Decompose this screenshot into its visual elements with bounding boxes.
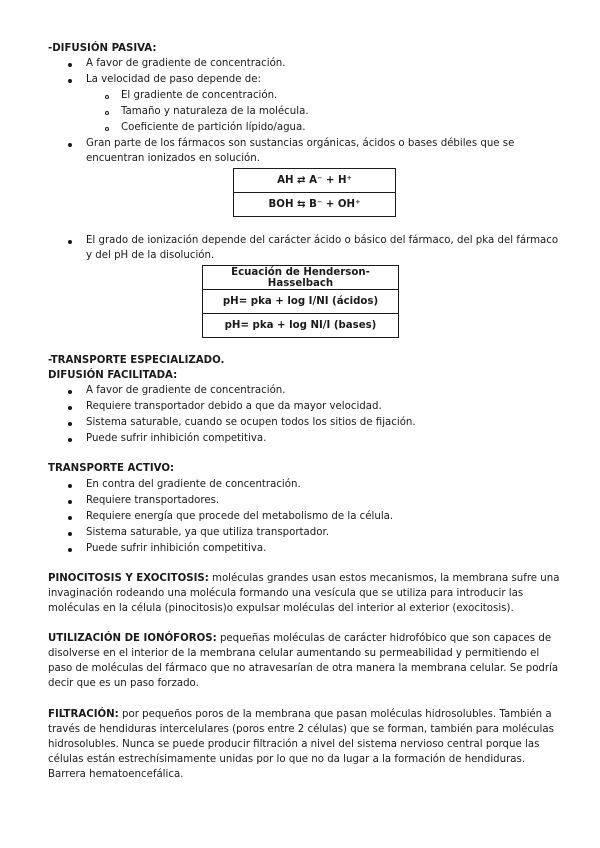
sub-list-item: Coeficiente de partición lípido/agua. (121, 122, 306, 133)
paragraph-filtracion-line (48, 708, 552, 722)
list-item: La velocidad de paso depende de: (86, 74, 261, 85)
paragraph-text: moléculas grandes usan estos mecanismos, la membrana sufre una (208, 573, 560, 584)
paragraph-text: por pequeños poros de la membrana que pasan moléculas hidrosolubles. También a (118, 709, 552, 720)
subsection-title-transporte-activo: TRANSPORTE ACTIVO: (48, 463, 175, 474)
paragraph-line: Barrera hematoencefálica. (48, 769, 184, 780)
equation-base: BOH ⇆ B⁻ + OH⁺ (234, 193, 396, 217)
sub-bullet-ring (105, 127, 109, 131)
ionization-equations-table (233, 168, 396, 217)
list-item: A favor de gradiente de concentración. (86, 385, 286, 396)
list-item: Puede sufrir inhibición competitiva. (86, 543, 267, 554)
bullet-dot (68, 390, 72, 394)
section-title-transporte-especializado: -TRANSPORTE ESPECIALIZADO. (48, 355, 225, 366)
henderson-hasselbach-table (202, 265, 399, 338)
paragraph-label: UTILIZACIÓN DE IONÓFOROS: (48, 633, 217, 644)
bullet-dot (68, 406, 72, 410)
bullet-dot (68, 422, 72, 426)
subsection-title-difusion-facilitada: DIFUSIÓN FACILITADA: (48, 370, 178, 381)
hh-table-bases: pH= pka + log NI/I (bases) (203, 314, 399, 338)
paragraph-line: decir que es un paso forzado. (48, 678, 199, 689)
hh-table-acids: pH= pka + log I/NI (ácidos) (203, 290, 399, 314)
paragraph-line: hidrosolubles. Nunca se puede producir filtración a nivel del sistema nervioso central porque las (48, 739, 540, 750)
paragraph-line: disolverse en el interior de la membrana celular aumentando su permeabilidad y permitiendo el (48, 648, 540, 659)
list-item: El grado de ionización depende del carácter ácido o básico del fármaco, del pka del fármaco (86, 235, 559, 246)
list-item: A favor de gradiente de concentración. (86, 58, 286, 69)
paragraph-line: través de hendiduras intercelulares (poros entre 2 células) que se forman, también para moléculas (48, 724, 554, 735)
paragraph-ionoforos-line (48, 632, 551, 646)
list-item-continuation: y del pH de la disolución. (86, 250, 215, 261)
paragraph-line: células están estrechísimamente unidas por lo que no da lugar a la formación de hendiduras. (48, 754, 526, 765)
bullet-dot (68, 63, 72, 67)
bullet-dot (68, 532, 72, 536)
section-title-difusion-pasiva: -DIFUSIÓN PASIVA: (48, 43, 157, 54)
list-item-continuation: encuentran ionizados en solución. (86, 153, 260, 164)
equation-acid: AH ⇄ A⁻ + H⁺ (234, 169, 396, 193)
hh-table-header: Ecuación de Henderson-Hasselbach (203, 266, 399, 290)
list-item: En contra del gradiente de concentración. (86, 479, 301, 490)
list-item: Gran parte de los fármacos son sustancias orgánicas, ácidos o bases débiles que se (86, 138, 515, 149)
list-item: Sistema saturable, ya que utiliza transportador. (86, 527, 329, 538)
list-item: Requiere transportador debido a que da mayor velocidad. (86, 401, 382, 412)
paragraph-line: moléculas en la célula (pinocitosis)o expulsar moléculas del interior al exterior (exocitosis). (48, 603, 514, 614)
paragraph-label: PINOCITOSIS Y EXOCITOSIS: (48, 573, 209, 584)
paragraph-text: pequeñas moléculas de carácter hidrofóbico que son capaces de (216, 633, 552, 644)
paragraph-label: FILTRACIÓN: (48, 709, 119, 720)
sub-bullet-ring (105, 95, 109, 99)
bullet-dot (68, 548, 72, 552)
bullet-dot (68, 484, 72, 488)
bullet-dot (68, 79, 72, 83)
list-item: Requiere transportadores. (86, 495, 220, 506)
sub-list-item: El gradiente de concentración. (121, 90, 278, 101)
sub-list-item: Tamaño y naturaleza de la molécula. (121, 106, 309, 117)
list-item: Puede sufrir inhibición competitiva. (86, 433, 267, 444)
paragraph-line: paso de moléculas del fármaco que no atravesarían de otra manera la membrana celular. Se podría (48, 663, 559, 674)
bullet-dot (68, 500, 72, 504)
paragraph-line: invaginación rodeando una molécula formando una vesícula que se utiliza para introducir las (48, 588, 524, 599)
bullet-dot (68, 438, 72, 442)
bullet-dot (68, 240, 72, 244)
sub-bullet-ring (105, 111, 109, 115)
list-item: Sistema saturable, cuando se ocupen todos los sitios de fijación. (86, 417, 416, 428)
bullet-dot (68, 516, 72, 520)
list-item: Requiere energía que procede del metabolismo de la célula. (86, 511, 394, 522)
bullet-dot (68, 143, 72, 147)
paragraph-pinocitosis-line (48, 572, 559, 586)
